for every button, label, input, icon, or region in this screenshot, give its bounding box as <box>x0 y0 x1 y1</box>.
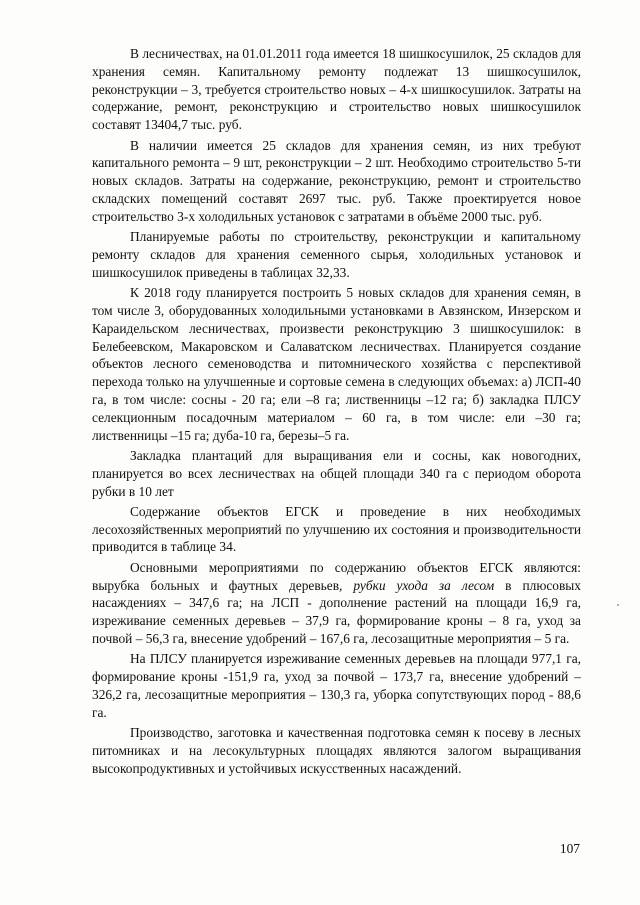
paragraph-storage-warehouses: В наличии имеется 25 складов для хранения семян, из них требуют капитального ремонта – 9 шт, реконструкции – 2 шт. Необходимо строительство 5-ти новых складов. Затраты на содержание, реконструкцию, ремонт и строительство складских помещений составят 2697 тыс. руб. Также проектируется новое строительство 3-х холодильных установок с затратами в объёме 2000 тыс. руб. <box>92 137 581 224</box>
paragraph-2018-plan: К 2018 году планируется построить 5 новых складов для хранения семян, в том числе 3, оборудованных холодильными установками в Авзянском, Инзерском и Караидельском лесничествах, произвести реконструкцию 3 шишкосушилок: в Белебеевском, Макаровском и Салаватском лесничествах. Планируется создание объектов лесного семеноводства и питомнического хозяйства с перспективой перехода только на улучшенные и сортовые семена в следующих объемах: а) ЛСП-40 га, в том числе: сосны - 20 га; ели –8 га; лиственницы –12 га; б) закладка ПЛСУ селекционным посадочным материалом – 60 га, в том числе: ели –30 га; лиственницы –15 га; дуба-10 га, березы–5 га. <box>92 285 581 443</box>
paragraph-egsk-maintenance: Содержание объектов ЕГСК и проведение в них необходимых лесохозяйственных мероприятий по улучшению их состояния и производительности приводится в таблице 34. <box>92 503 581 555</box>
paragraph-plantations: Закладка плантаций для выращивания ели и сосны, как новогодних, планируется во всех лесничествах на общей площади 340 га с периодом оборота рубки в 10 лет <box>92 447 581 499</box>
paragraph-seed-dryers: В лесничествах, на 01.01.2011 года имеется 18 шишкосушилок, 25 складов для хранения семян. Капитальному ремонту подлежат 13 шишкосушилок, реконструкции – 3, требуется строительство новых – 4-х шишкосушилок. Затраты на содержание, ремонт, реконструкцию и строительство новых шишкосушилок составят 13404,7 тыс. руб. <box>92 46 581 133</box>
main-measures-emphasis: рубки ухода за лесом <box>353 577 495 593</box>
paragraph-seed-production: Производство, заготовка и качественная подготовка семян к посеву в лесных питомниках и на лесокультурных площадях являются залогом выращивания высокопродуктивных и устойчивых искусственных насаждений. <box>92 725 581 776</box>
main-measures-text-start: Основными мероприятиями по содержанию объектов ЕГСК являются: вырубка больных и фаутных деревьев, <box>92 559 581 593</box>
body-text <box>92 45 581 780</box>
paragraph-main-measures <box>92 559 581 648</box>
scan-speck <box>617 604 619 606</box>
main-measures-text-end: в плюсовых насаждениях – 347,6 га; на ЛСП - дополнение растений на площади 16,9 га, изреживание семенных деревьев – 37,9 га, формирование кроны – 8 га, уход за почвой – 56,3 га, внесение удобрений – 167,6 га, лесозащитные мероприятия – 5 га. <box>92 577 581 647</box>
paragraph-planned-works: Планируемые работы по строительству, реконструкции и капитальному ремонту складов для хранения семенного сырья, холодильных установок и шишкосушилок приведены в таблицах 32,33. <box>92 229 581 280</box>
page-number: 107 <box>559 841 580 856</box>
paragraph-plsu-plan: На ПЛСУ планируется изреживание семенных деревьев на площади 977,1 га, формирование кроны -151,9 га, уход за почвой – 173,7 га, внесение удобрений – 326,2 га, лесозащитные мероприятия – 130,3 га, уборка сопутствующих пород - 88,6 га. <box>92 651 581 720</box>
